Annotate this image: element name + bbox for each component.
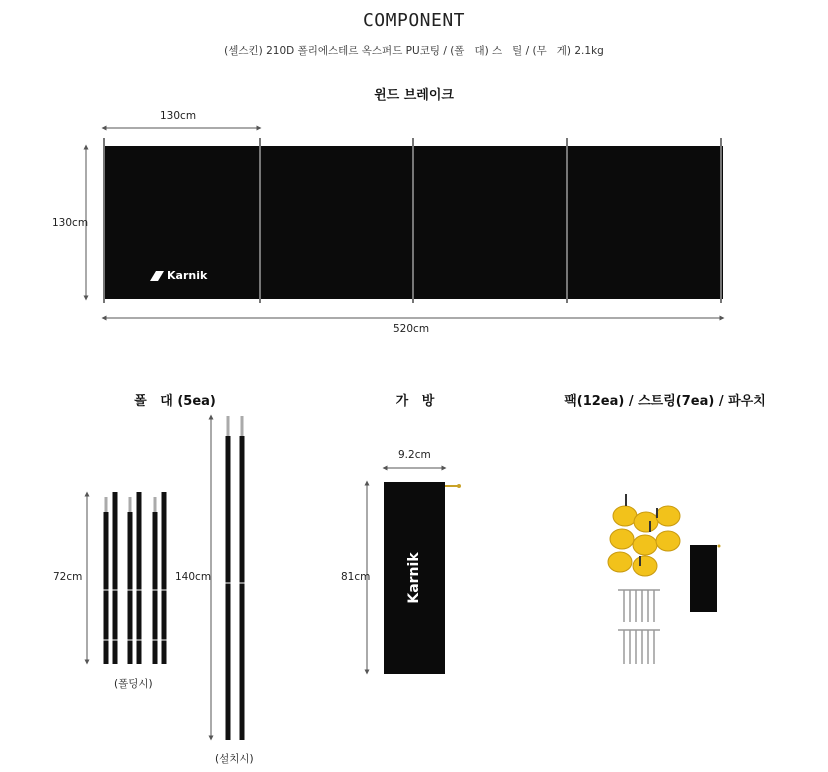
peg-pouch <box>690 545 721 613</box>
folded-note: (폴딩시) <box>114 678 153 690</box>
panel-height-label: 130cm <box>52 217 89 229</box>
page-title: COMPONENT <box>362 10 466 31</box>
bag-brand-logo: Karnik <box>406 552 422 604</box>
bag-heading: 가 방 <box>395 394 435 409</box>
assembled-poles <box>224 416 246 740</box>
spec-line: (셀스킨) 210D 폴리에스테르 옥스퍼드 PU코팅 / (폴 대) 스 틸 / (무 게) 2.1kg <box>224 45 604 57</box>
rope-bundles <box>608 506 680 576</box>
assembled-length-label: 140cm <box>175 571 212 583</box>
bag-length-label: 81cm <box>341 571 371 583</box>
carry-bag <box>384 482 461 674</box>
folded-poles <box>102 492 168 664</box>
folded-length-label: 72cm <box>53 571 83 583</box>
bag-width-label: 9.2cm <box>398 449 431 461</box>
windbreak-heading: 윈드 브레이크 <box>374 88 454 103</box>
poles-heading: 폴 대 (5ea) <box>134 394 216 409</box>
panel-width-label: 130cm <box>160 110 197 122</box>
windbreak-brand-logo: Karnik <box>167 269 208 282</box>
total-width-label: 520cm <box>393 323 430 335</box>
accessories-heading: 팩(12ea) / 스트링(7ea) / 파우치 <box>564 394 766 409</box>
tent-pegs <box>624 590 654 664</box>
assembled-note: (설치시) <box>215 753 254 765</box>
